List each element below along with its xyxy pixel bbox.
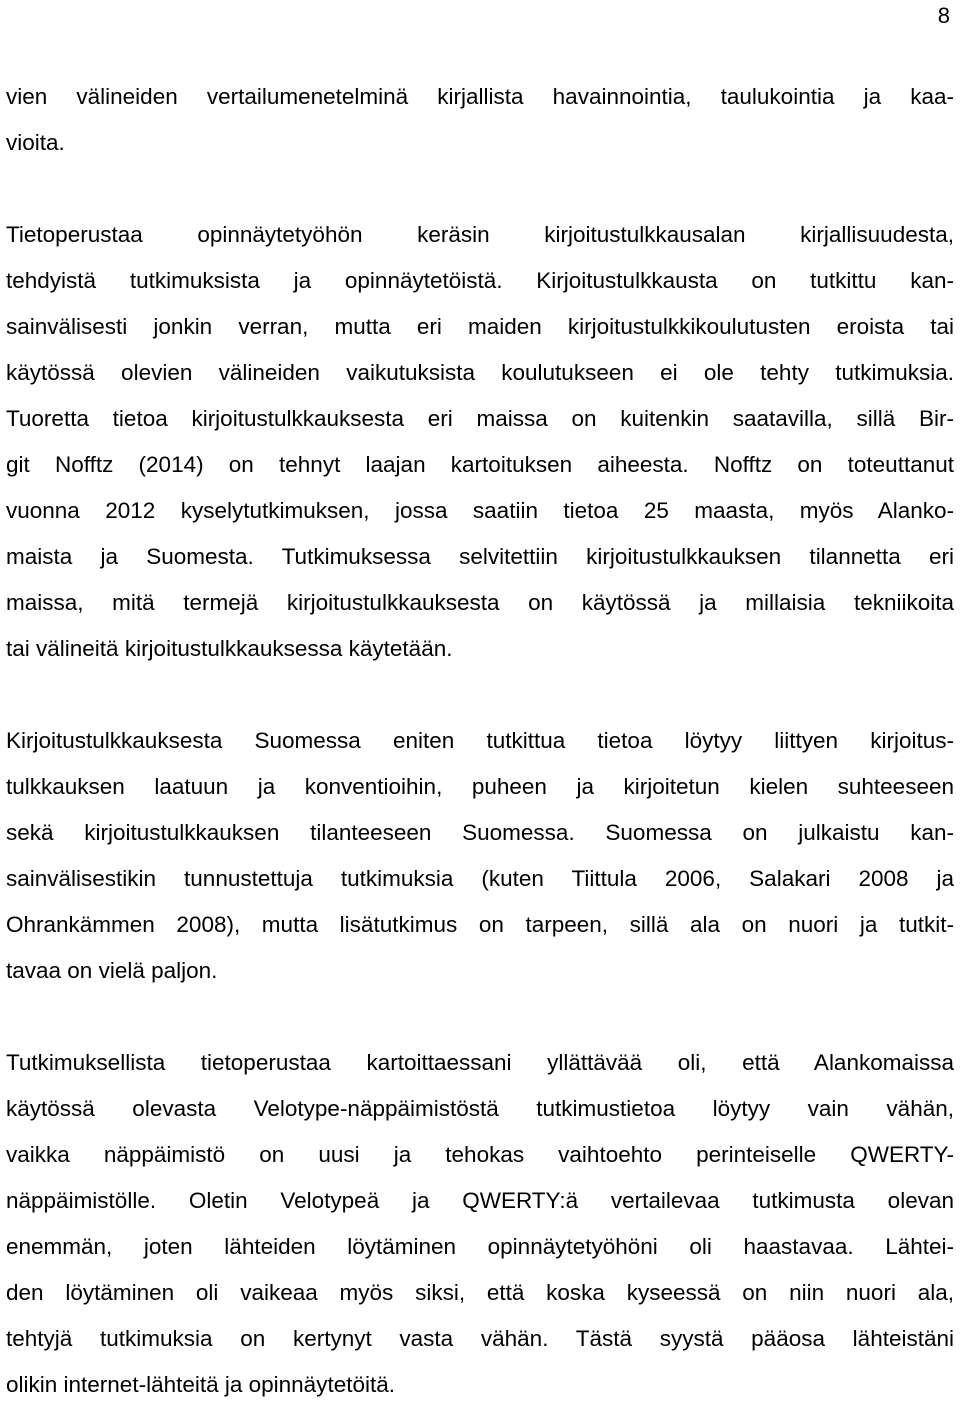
text-line: näppäimistölle. Oletin Velotypeä ja QWERTY:ä vertailevaa tutkimusta olevan <box>6 1188 954 1213</box>
text-line: Tietoperustaa opinnäytetyöhön keräsin kirjoitustulkkausalan kirjallisuudesta, <box>6 222 954 247</box>
text-line: käytössä olevien välineiden vaikutuksista koulutukseen ei ole tehty tutkimuksia. <box>6 360 954 385</box>
text-line: vioita. <box>6 130 65 155</box>
text-line: Tutkimuksellista tietoperustaa kartoittaessani yllättävää oli, että Alankomaissa <box>6 1050 954 1075</box>
text-line: den löytäminen oli vaikeaa myös siksi, että koska kyseessä on niin nuori ala, <box>6 1280 954 1305</box>
text-line: sainvälisestikin tunnustettuja tutkimuksia (kuten Tiittula 2006, Salakari 2008 ja <box>6 866 954 891</box>
text-line: olikin internet-lähteitä ja opinnäytetöitä. <box>6 1372 395 1397</box>
paragraph-2 <box>6 212 954 672</box>
text-line: sainvälisesti jonkin verran, mutta eri maiden kirjoitustulkkikoulutusten eroista tai <box>6 314 954 339</box>
paragraph-1 <box>6 74 954 166</box>
page-number: 8 <box>937 3 950 28</box>
text-line: Tuoretta tietoa kirjoitustulkkauksesta eri maissa on kuitenkin saatavilla, sillä Bir- <box>6 406 954 431</box>
text-line: Kirjoitustulkkauksesta Suomessa eniten tutkittua tietoa löytyy liittyen kirjoitus- <box>6 728 954 753</box>
text-line: maissa, mitä termejä kirjoitustulkkauksesta on käytössä ja millaisia tekniikoita <box>6 590 954 615</box>
text-line: vuonna 2012 kyselytutkimuksen, jossa saatiin tietoa 25 maasta, myös Alanko- <box>6 498 954 523</box>
paragraph-3 <box>6 718 954 994</box>
paragraph-4 <box>6 1040 954 1408</box>
text-line: Ohrankämmen 2008), mutta lisätutkimus on tarpeen, sillä ala on nuori ja tutkit- <box>6 912 954 937</box>
document-body <box>6 74 954 1408</box>
text-line: maista ja Suomesta. Tutkimuksessa selvitettiin kirjoitustulkkauksen tilannetta eri <box>6 544 954 569</box>
text-line: vien välineiden vertailumenetelminä kirjallista havainnointia, taulukointia ja kaa- <box>6 84 954 109</box>
text-line: sekä kirjoitustulkkauksen tilanteeseen Suomessa. Suomessa on julkaistu kan- <box>6 820 954 845</box>
text-line: tavaa on vielä paljon. <box>6 958 218 983</box>
text-line: käytössä olevasta Velotype-näppäimistöstä tutkimustietoa löytyy vain vähän, <box>6 1096 954 1121</box>
text-line: tehtyjä tutkimuksia on kertynyt vasta vähän. Tästä syystä pääosa lähteistäni <box>6 1326 954 1351</box>
text-line: tehdyistä tutkimuksista ja opinnäytetöistä. Kirjoitustulkkausta on tutkittu kan- <box>6 268 954 293</box>
text-line: enemmän, joten lähteiden löytäminen opinnäytetyöhöni oli haastavaa. Lähtei- <box>6 1234 954 1259</box>
text-line: vaikka näppäimistö on uusi ja tehokas vaihtoehto perinteiselle QWERTY- <box>6 1142 954 1167</box>
text-line: tai välineitä kirjoitustulkkauksessa käytetään. <box>6 636 453 661</box>
text-line: git Nofftz (2014) on tehnyt laajan kartoituksen aiheesta. Nofftz on toteuttanut <box>6 452 954 477</box>
text-line: tulkkauksen laatuun ja konventioihin, puheen ja kirjoitetun kielen suhteeseen <box>6 774 954 799</box>
